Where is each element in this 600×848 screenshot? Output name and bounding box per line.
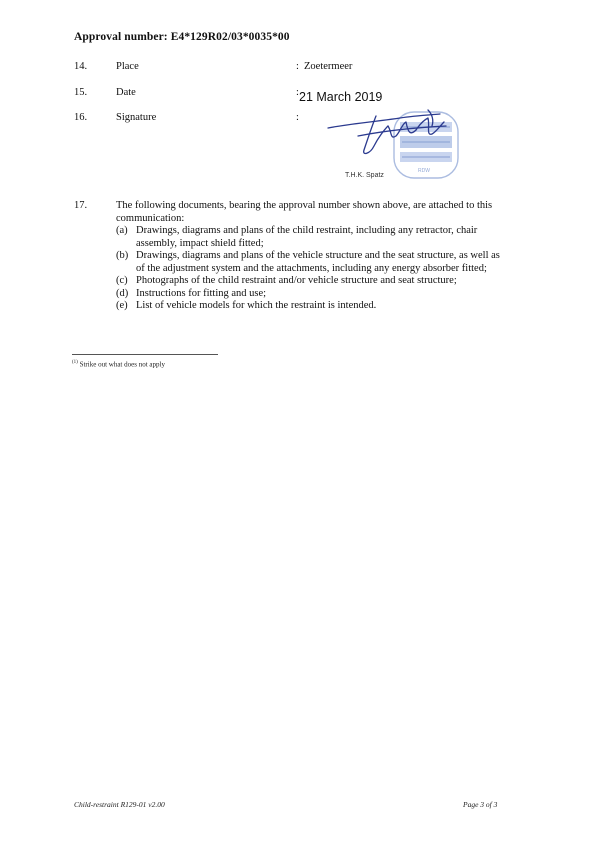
list-text-a-line2: assembly, impact shield fitted; [136, 237, 264, 249]
item17-intro-line1: The following documents, bearing the approval number shown above, are attached to this [116, 200, 493, 211]
list-text-b-line1: Drawings, diagrams and plans of the vehicle structure and the seat structure, as well as [136, 250, 500, 261]
item-number-17: 17. [74, 200, 88, 211]
footnote [72, 360, 165, 368]
list-text-c: Photographs of the child restraint and/or vehicle structure and seat structure; [136, 275, 457, 286]
list-text-b-line2: of the adjustment system and the attachments, including any energy absorber fitted; [136, 262, 487, 274]
list-text-b [136, 250, 536, 275]
signature-label: Signature [116, 112, 157, 123]
list-letter-a: (a) [116, 225, 128, 236]
list-letter-e: (e) [116, 300, 128, 311]
item-number-15: 15. [74, 87, 88, 98]
list-text-a [136, 225, 536, 250]
footnote-text: Strike out what does not apply [79, 360, 165, 369]
footer-document-name: Child-restraint R129-01 v2.00 [74, 800, 165, 809]
approval-number-title: Approval number: E4*129R02/03*0035*00 [74, 31, 290, 43]
list-item-a [116, 225, 536, 250]
place-value: Zoetermeer [304, 61, 353, 72]
item-number-16: 16. [74, 112, 88, 123]
list-item-e [116, 300, 536, 313]
place-colon: : [296, 61, 299, 72]
item-number-14: 14. [74, 61, 88, 72]
date-value: 21 March 2019 [299, 90, 383, 104]
list-text-e: List of vehicle models for which the restraint is intended. [136, 300, 377, 311]
rdw-stamp [394, 112, 458, 178]
list-letter-d: (d) [116, 288, 129, 299]
item17-intro [116, 200, 536, 225]
footnote-divider [72, 354, 218, 355]
item17-intro-line2: communication: [116, 212, 185, 224]
stamp-text: RDW [418, 168, 430, 174]
list-text-d: Instructions for fitting and use; [136, 288, 267, 299]
signature-stamp-graphic [318, 106, 468, 186]
date-label: Date [116, 87, 136, 98]
list-item-b [116, 250, 536, 275]
list-item-c [116, 275, 536, 288]
footnote-marker: (1) [72, 360, 78, 365]
place-label: Place [116, 61, 139, 72]
list-letter-c: (c) [116, 275, 128, 286]
date-colon: : [296, 87, 299, 98]
list-text-a-line1: Drawings, diagrams and plans of the child restraint, including any retractor, chair [136, 225, 478, 236]
signature-image [318, 106, 468, 186]
footer-page-number: Page 3 of 3 [463, 800, 498, 809]
signature-colon: : [296, 112, 299, 123]
signatory-name: T.H.K. Spatz [345, 172, 384, 179]
list-letter-b: (b) [116, 250, 129, 261]
